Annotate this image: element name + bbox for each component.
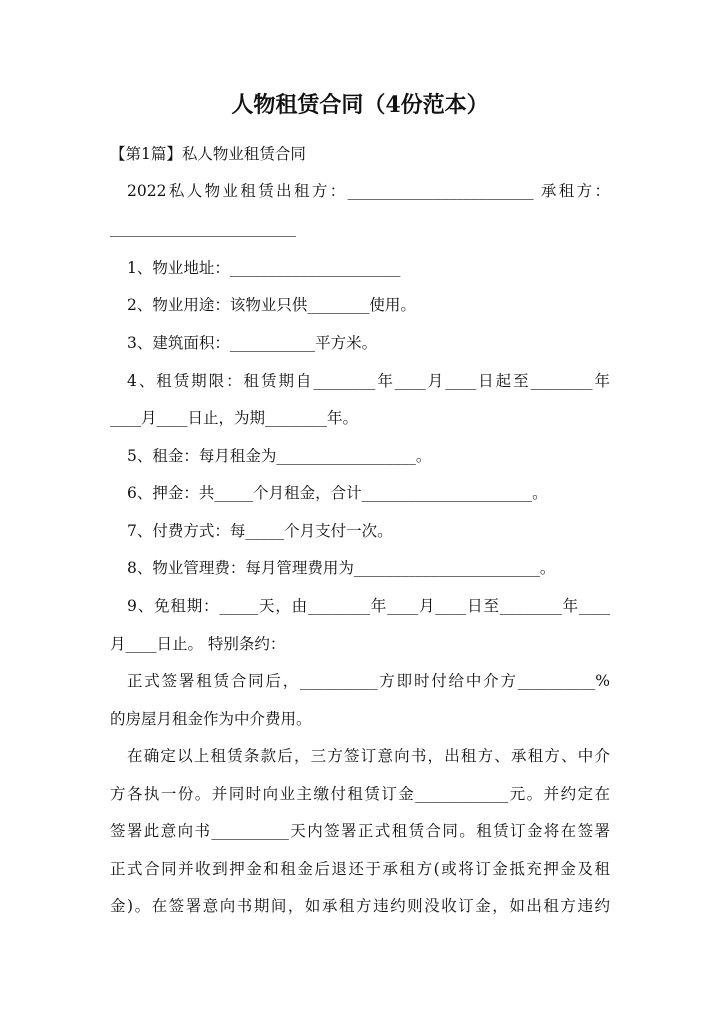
paragraph-line: 金)。在签署意向书期间，如承租方违约则没收订金，如出租方违约 — [110, 897, 610, 915]
clause-line: 2、物业用途：该物业只供________使用。 — [127, 296, 416, 314]
clause-line: 月____日止。 特别条约： — [110, 635, 286, 653]
paragraph-line: ________________________ — [110, 219, 296, 237]
paragraph-line: 正式合同并收到押金和租金后退还于承租方(或将订金抵充押金及租 — [110, 860, 610, 878]
clause-line: 5、租金：每月租金为__________________。 — [127, 447, 432, 465]
section-heading: 【第1篇】私人物业租赁合同 — [110, 145, 306, 163]
clause-line: ____月____日止，为期________年。 — [110, 409, 359, 427]
paragraph-line: 的房屋月租金作为中介费用。 — [110, 710, 312, 728]
paragraph-line: 正式签署租赁合同后，__________方即时付给中介方__________% — [127, 672, 610, 690]
document-title: 人物租赁合同（4份范本） — [231, 92, 489, 118]
paragraph-line: 在确定以上租赁条款后，三方签订意向书，出租方、承租方、中介 — [127, 747, 610, 765]
paragraph-line: 签署此意向书__________天内签署正式租赁合同。租赁订金将在签署 — [110, 822, 610, 840]
clause-line: 9、免租期：_____天，由________年____月____日至________年____ — [127, 597, 610, 615]
clause-line: 1、物业地址：______________________ — [127, 259, 401, 277]
clause-line: 7、付费方式：每_____个月支付一次。 — [127, 522, 393, 540]
clause-line: 6、押金：共_____个月租金，合计______________________。 — [127, 484, 548, 502]
paragraph-line: 2022私人物业租赁出租方：________________________ 承租方： — [127, 182, 610, 200]
clause-line: 3、建筑面积：___________平方米。 — [127, 334, 378, 352]
clause-line: 8、物业管理费：每月管理费用为________________________。 — [127, 559, 556, 577]
paragraph-line: 方各执一份。并同时向业主缴付租赁订金____________元。并约定在 — [110, 785, 610, 803]
clause-line: 4、租赁期限：租赁期自________年____月____日起至________年 — [127, 372, 610, 390]
